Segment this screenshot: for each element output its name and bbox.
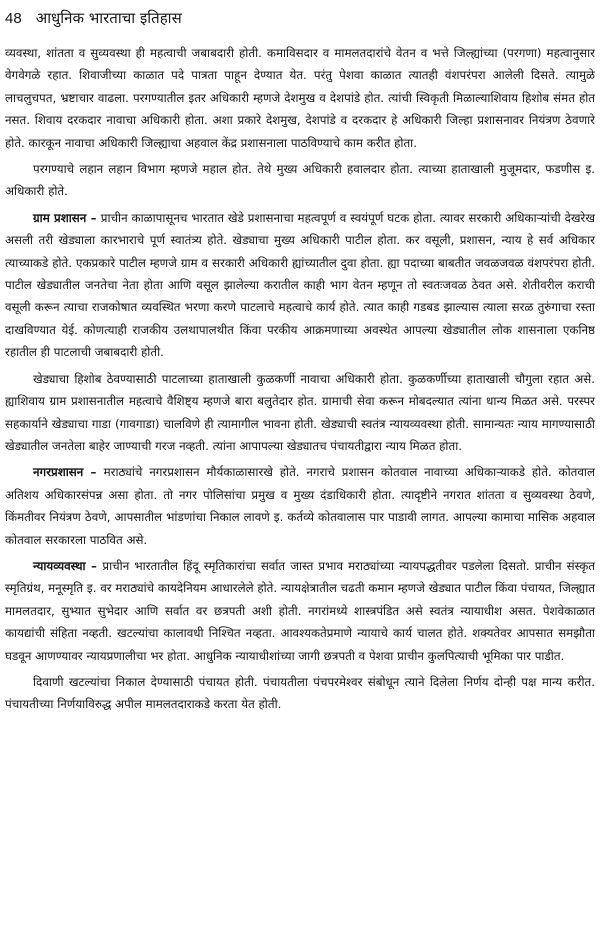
paragraph-administration-continued: [5, 42, 595, 154]
page-number: 48: [5, 10, 22, 27]
paragraph-city-administration: [5, 461, 595, 551]
paragraph-text: व्यवस्था, शांतता व सुव्यवस्था ही महत्वाची जबाबदारी होती. कमाविसदार व मामलतदारांचे वेतन व भत्ते जिल्ह्यांच्या (परगणा) महत्वानुसार वेगवेगळे रहात. शिवाजीच्या काळात पदे पात्रता पाहून देण्यात येत. परंतु पेशवा काळात त्यातही वंशपरंपरा आलेली दिसते. त्यामुळे लाचलुचपत, भ्रष्टाचार वाढला. परगण्यातील इतर अधिकारी म्हणजे देशमुख व देशपांडे होत. त्यांची स्विकृती मिळाल्याशिवाय हिशोब संमत होत नसत. शिवाय दरकदार नावाचा अधिकारी होता. अशा प्रकारे देशमुख, देशपांडे व दरकदार हे अधिकारी जिल्हा प्रशासनावर नियंत्रण ठेवणारे होते. कारकून नावाचा अधिकारी जिल्ह्याचा अहवाल केंद्र प्रशासनाला पाठविण्याचे काम करीत होता.: [5, 46, 595, 150]
paragraph-civil-cases: [5, 671, 595, 716]
paragraph-village-administration: [5, 207, 595, 364]
running-header: [5, 8, 595, 34]
paragraph-kulkarni: [5, 368, 595, 458]
running-title: आधुनिक भारताचा इतिहास: [35, 9, 182, 27]
paragraph-text: परगण्याचे लहान लहान विभाग म्हणजे महाल होत. तेथे मुख्य अधिकारी हवालदार होता. त्याच्या हाताखाली मुजूमदार, फडणीस इ. अधिकारी होते.: [5, 162, 595, 199]
paragraph-text: प्राचीन काळापासूनच भारतात खेडे प्रशासनाचा महत्वपूर्ण व स्वयंपूर्ण घटक होता. त्यावर सरकारी अधिकाऱ्यांची देखरेख असली तरी खेड्याला कारभाराचे पूर्ण स्वातंत्र्य होते. खेड्याचा मुख्य अधिकारी पाटील होता. कर वसूली, प्रशासन, न्याय हे सर्व अधिकार त्याच्याकडे होते. एकप्रकारे पाटील म्हणजे ग्राम व सरकारी अधिकारी ह्यांच्यातील दुवा होता. ह्या पदाच्या बाबतीत जवळजवळ वंशपरंपरा होती. पाटील खेड्यातील जनतेचा नेता होता आणि वसूल झालेल्या करातील काही भाग वेतन म्हणून तो स्वतःजवळ ठेवत असे. शेतीवरील कराची वसूली करून त्याचा राजकोषात व्यवस्थित भरणा करणे पाटलाचे महत्वाचे कार्य होते. त्यात काही गडबड झाल्यास त्याला सरळ तुरुंगाचा रस्ता दाखविण्यात येई. कोणत्याही राजकीय उलथापालथीत किंवा परकीय आक्रमणाच्या अवस्थेत आपल्या खेड्यातील लोक शासनाला एकनिष्ठ रहातील ही पाटलाची जबाबदारी होती.: [5, 210, 596, 360]
body-text: [5, 42, 595, 716]
paragraph-text: मराठ्यांचे नगरप्रशासन मौर्यकाळासारखे होते. नगराचे प्रशासन कोतवाल नावाच्या अधिकाऱ्याकडे होते. कोतवाल अतिशय अधिकारसंपन्न असा होता. तो नगर पोलिसांचा प्रमुख व मुख्य दंडाधिकारी होता. त्यादृष्टीने नगरात शांतता व सुव्यवस्था ठेवणे, किंमतीवर नियंत्रण ठेवणे, आपसातील भांडणांचा निकाल लावणे इ. कर्तव्ये कोतवालास पार पाडावी लागत. आपल्या कामाचा मासिक अहवाल कोतवाल सरकारला पाठवित असे.: [5, 465, 595, 547]
section-heading: न्यायव्यवस्था –: [33, 558, 103, 573]
paragraph-mahal: [5, 158, 595, 203]
paragraph-text: दिवाणी खटल्यांचा निकाल देण्यासाठी पंचायत होती. पंचायतीला पंचपरमेश्वर संबोधून त्याने दिलेला निर्णय दोन्ही पक्ष मान्य करीत. पंचायतीच्या निर्णयाविरुद्ध अपील मामलतदाराकडे करता येत होती.: [5, 674, 595, 712]
paragraph-judicial-system: [5, 555, 595, 667]
paragraph-text: खेड्याचा हिशोब ठेवण्यासाठी पाटलाच्या हाताखाली कुळकर्णी नावाचा अधिकारी होता. कुळकर्णीच्या हाताखाली चौगुला रहात असे. ह्याशिवाय ग्राम प्रशासनातील महत्वाचे वैशिष्ट्य म्हणजे बारा बलुतेदार होत. ग्रामाची सेवा करून मोबदल्यात त्यांना धान्य मिळत असे. परस्पर सहकार्याने खेड्याचा गाडा (गावगाडा) चालविणे ही त्यामागील भावना होती. खेड्याची स्वतंत्र न्यायव्यवस्था होती. सामान्यतः न्याय मागण्यासाठी खेड्यातील जनतेला बाहेर जाण्याची गरज नव्हती. त्यांना आपापल्या खेड्यातच पंचायतीद्वारा न्याय मिळत होता.: [5, 371, 595, 453]
section-heading: नगरप्रशासन –: [33, 465, 104, 480]
section-heading: ग्राम प्रशासन –: [33, 210, 101, 225]
paragraph-text: प्राचीन भारतातील हिंदू स्मृतिकारांचा सर्वात जास्त प्रभाव मराठ्यांच्या न्यायपद्धतीवर पडलेला दिसतो. प्राचीन संस्कृत स्मृतिग्रंथ, मनूस्मृति इ. वर मराठ्यांचे कायदेनियम आधारलेले होते. न्यायक्षेत्रातील चढती कमान म्हणजे खेड्यात पाटील किंवा पंचायत, जिल्ह्यात मामलतदार, सुभ्यात सुभेदार आणि सर्वात वर छत्रपती अशी होती. नगरांमध्ये शास्त्रपंडित असे स्वतंत्र न्यायाधीश असत. पेशवेकाळात कायद्यांची संहिता नव्हती. खटल्यांचा कालावधी निश्चित नव्हता. आवश्यकतेप्रमाणे न्यायाचे कार्य चालत होते. शक्यतेवर आपसात समझौता घडवून आणण्यावर न्यायप्रणालीचा भर होता. आधुनिक न्यायाधीशांच्या जागी छत्रपती व पेशवा प्राचीन कुलपित्याची भूमिका पार पाडीत.: [5, 558, 595, 663]
